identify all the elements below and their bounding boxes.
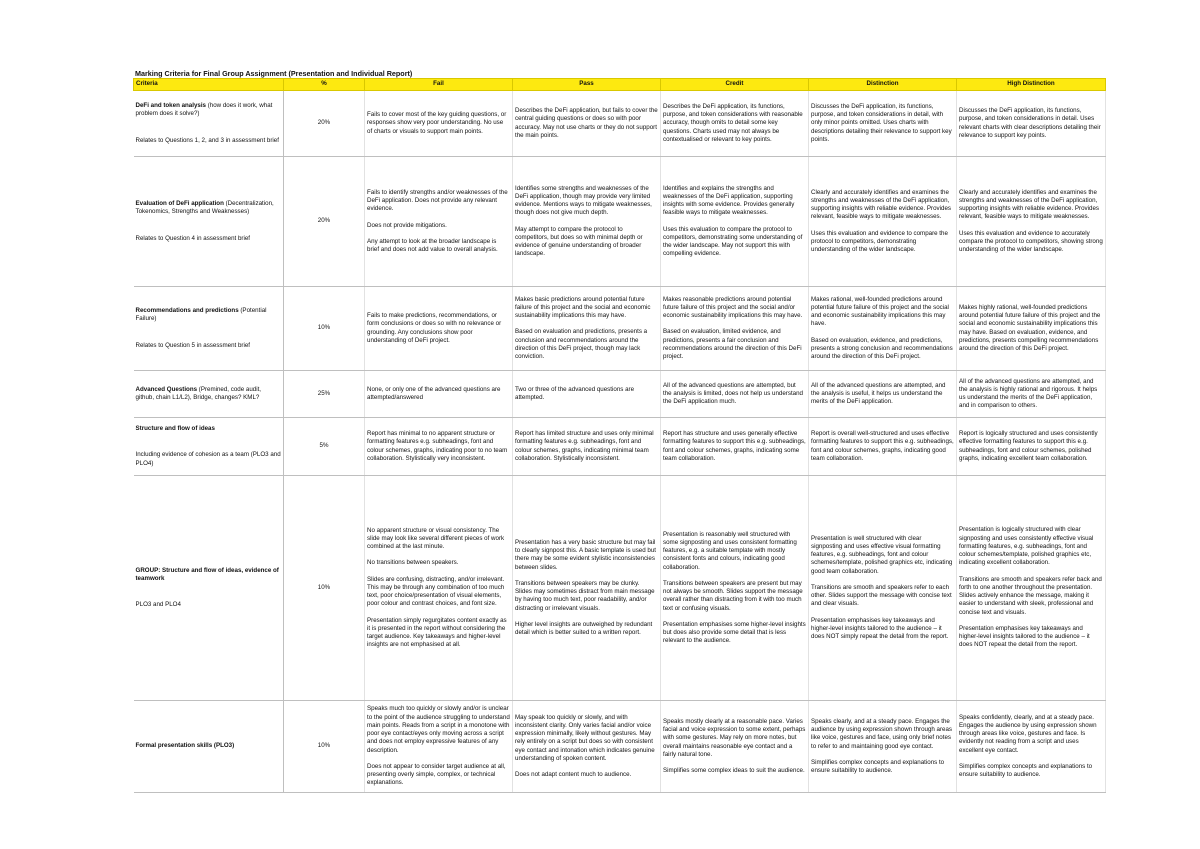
fail-cell — [365, 476, 513, 701]
criteria-cell — [134, 287, 284, 371]
header-pass: Pass — [513, 79, 661, 91]
criteria-cell — [134, 157, 284, 287]
criteria-cell — [134, 371, 284, 418]
hd-cell — [957, 91, 1106, 157]
table-row — [134, 91, 1106, 157]
criteria-text — [136, 386, 282, 403]
pass-cell — [513, 701, 661, 793]
hd-descriptor: Report is logically structured and uses consistently effective formatting features to support this e.g. subheadings, font and colour schemes, polished graphs, indicating excellent team collaboration. — [959, 430, 1098, 462]
distinction-descriptor: Based on evaluation, evidence, and predictions, presents a strong conclusion and recommendations around the direction of this DeFi project. — [811, 336, 953, 361]
criteria-detail: (Decentralization, Tokenomics, Strengths and Weaknesses) — [135, 200, 274, 216]
fail-descriptor: Speaks much too quickly or slowly and/or is unclear to the point of the audience struggling to understand main points. Reads from a script in a monotone with poor eye contact/eyes only moving across a script and does not employ expressive features of any description. — [367, 705, 510, 754]
weight-cell: 10% — [284, 701, 365, 793]
weight-cell: 20% — [284, 157, 365, 287]
weight-cell: 10% — [284, 476, 365, 701]
pass-descriptor: Identifies some strengths and weaknesses of the DeFi application, though may provide very limited evidence. Mentions ways to mitigate weaknesses, though does not give much depth. — [515, 184, 652, 217]
criteria-detail: (Premined, code audit, github, chain L1/L2), Bridge, changes? KML? — [135, 385, 262, 401]
hd-cell — [957, 701, 1106, 793]
criteria-detail: Relates to Questions 1, 2, and 3 in assessment brief — [135, 136, 279, 144]
weight-cell: 5% — [284, 418, 365, 476]
criteria-text — [136, 425, 282, 433]
criteria-title: Recommendations and predictions — [135, 307, 239, 315]
hd-descriptor: Simplifies complex concepts and explanations to ensure suitability to audience. — [959, 762, 1093, 779]
header-high-distinction: High Distinction — [957, 79, 1106, 91]
criteria-text — [136, 742, 282, 750]
pass-descriptor: Describes the DeFi application, but fails to cover the central guiding questions or does so with poor accuracy. May not use charts or they do not support the main points. — [515, 107, 658, 139]
distinction-cell — [809, 701, 957, 793]
pass-descriptor: Presentation has a very basic structure but may fail to clearly signpost this. A basic template is used but there may be some evident stylistic inconsistencies between slides. — [515, 538, 657, 571]
credit-cell — [661, 287, 809, 371]
credit-cell — [661, 371, 809, 418]
table-row — [134, 371, 1106, 418]
criteria-detail: Relates to Question 5 in assessment brief — [135, 341, 251, 349]
pass-descriptor: Does not adapt content much to audience. — [515, 771, 632, 779]
hd-cell — [957, 418, 1106, 476]
credit-descriptor: Describes the DeFi application, its functions, purpose, and token considerations with reasonable accuracy, though omits to detail some key questions. Charts used may not always be contextualised or relevant to key points. — [663, 102, 803, 143]
credit-cell — [661, 157, 809, 287]
credit-descriptor: Simplifies some complex ideas to suit the audience. — [663, 767, 805, 774]
credit-descriptor: Presentation emphasises some higher-level insights but does also provide some detail that is less relevant to the audience. — [663, 620, 806, 645]
credit-descriptor: Based on evaluation, limited evidence, and predictions, presents a fair conclusion and recommendations around the direction of this DeFi project. — [663, 328, 802, 361]
table-row — [134, 157, 1106, 287]
hd-descriptor: Uses this evaluation and evidence to accurately compare the protocol to competitors, showing strong understanding of the wider landscape. — [959, 229, 1103, 254]
distinction-descriptor: Transitions are smooth and speakers refer to each other. Slides support the message with concise text and clear visuals. — [811, 583, 952, 608]
hd-descriptor: All of the advanced questions are attempted, and the analysis is highly rational and rigorous. It helps us understand the merits of the DeFi application, and in comparison to others. — [959, 377, 1098, 410]
credit-descriptor: Speaks mostly clearly at a reasonable pace. Varies facial and voice expression to some extent, perhaps with some gestures. May rely on more notes, but overall maintains reasonable eye contact and a fairly natural tone. — [663, 717, 806, 758]
criteria-text — [136, 601, 282, 609]
fail-descriptor: Presentation simply regurgitates content exactly as it is presented in the report without considering the target audience. Key takeaways and higher-level insights are not emphasised at all. — [367, 616, 507, 649]
fail-cell — [365, 91, 513, 157]
table-body — [134, 91, 1106, 793]
criteria-cell — [134, 91, 284, 157]
fail-descriptor: Does not appear to consider target audience at all, presenting overly simple, complex, or technical explanations. — [367, 762, 506, 787]
table-row — [134, 476, 1106, 701]
credit-descriptor: Report has structure and uses generally effective formatting features to support this e.g. subheadings, font and colour schemes, graphs, indicating some team collaboration. — [663, 430, 806, 462]
table-row — [134, 418, 1106, 476]
pass-cell — [513, 418, 661, 476]
distinction-cell — [809, 287, 957, 371]
hd-descriptor: Clearly and accurately identifies and examines the strengths and weaknesses of the DeFi application, supporting insights with reliable evidence. Provides relevant, feasible ways to mitigate weaknesses. — [959, 188, 1099, 221]
fail-cell — [365, 418, 513, 476]
fail-descriptor: None, or only one of the advanced questions are attempted/answered — [367, 385, 501, 401]
fail-descriptor: Does not provide mitigations. — [367, 221, 447, 229]
credit-descriptor: Transitions between speakers are present but may not always be smooth. Slides support the message overall rather than distracting from it with too much text or confusing visuals. — [663, 579, 803, 612]
distinction-cell — [809, 91, 957, 157]
fail-descriptor: Fails to make predictions, recommendations, or form conclusions or does so with no relevance or grounding. Any conclusions show poor understanding of DeFi project. — [367, 312, 502, 344]
fail-descriptor: Report has minimal to no apparent structure or formatting features e.g. subheadings, font and colour schemes, graphs, indicating poor to no team collaboration. Stylistically very inconsistent. — [367, 430, 508, 462]
distinction-descriptor: All of the advanced questions are attempted, and the analysis is useful, it helps us understand the merits of the DeFi application. — [811, 381, 946, 406]
distinction-descriptor: Simplifies complex concepts and explanations to ensure suitability to audience. — [811, 758, 945, 774]
credit-descriptor: Identifies and explains the strengths and weaknesses of the DeFi application, supporting insights with some evidence. Provides generally feasible ways to mitigate weaknesses. — [663, 184, 795, 217]
header-criteria: Criteria — [134, 79, 284, 91]
criteria-text — [136, 567, 282, 584]
fail-cell — [365, 287, 513, 371]
distinction-descriptor: Presentation is well structured with clear signposting and uses effective visual formatting features, e.g. subheadings, font and colour schemes/template, polished graphics etc, indicating good team collaboration. — [811, 534, 953, 575]
weight-cell: 10% — [284, 287, 365, 371]
pass-cell — [513, 476, 661, 701]
distinction-descriptor: Uses this evaluation and evidence to compare the protocol to competitors, demonstrating understanding of the wider landscape. — [811, 229, 948, 254]
criteria-detail: (how does it work, what problem does it solve?) — [135, 102, 273, 118]
criteria-text — [136, 342, 282, 350]
pass-descriptor: Report has limited structure and uses only minimal formatting features e.g. subheadings, font and colour schemes, graphs, indicating minimal team collaboration. Stylistically inconsistent. — [515, 430, 654, 462]
pass-descriptor: May speak too quickly or slowly, and with inconsistent clarity. Only varies facial and/or voice expression minimally, likely without gestures. May rely entirely on a script but does so with consistent eye contact and intonation which indicates genuine understanding of spoken content. — [515, 713, 655, 762]
header-percent: % — [284, 79, 365, 91]
pass-cell — [513, 157, 661, 287]
table-row — [134, 287, 1106, 371]
criteria-cell — [134, 418, 284, 476]
fail-descriptor: No transitions between speakers. — [367, 559, 459, 567]
hd-descriptor: Transitions are smooth and speakers refer back and forth to one another throughout the presentation. Slides actively enhance the message, making it easier to understand with sleek, professional and concise text and visuals. — [959, 575, 1102, 616]
hd-descriptor: Makes highly rational, well-founded predictions around potential future failure of this project and the social and economic sustainability implications this may have. Based on evaluation, evidence, and predictions, presents compelling recommendations around the direction of this DeFi project. — [959, 303, 1101, 352]
criteria-detail: Including evidence of cohesion as a team (PLO3 and PLO4) — [135, 451, 281, 467]
header-credit: Credit — [661, 79, 809, 91]
criteria-text — [136, 137, 282, 145]
fail-descriptor: No apparent structure or visual consistency. The slide may look like several different pieces of work combined at the last minute. — [367, 526, 505, 550]
fail-cell — [365, 701, 513, 793]
pass-descriptor: May attempt to compare the protocol to competitors, but does so with minimal depth or evidence of genuine understanding of broader landscape. — [515, 225, 643, 258]
hd-cell — [957, 287, 1106, 371]
criteria-title: Formal presentation skills (PLO3) — [135, 742, 235, 750]
hd-cell — [957, 476, 1106, 701]
hd-descriptor: Discusses the DeFi application, its functions, purpose, and token considerations in detail. Uses relevant charts with clear descriptions detailing their relevance to support key points. — [959, 107, 1101, 139]
pass-descriptor: Two or three of the advanced questions are attempted. — [515, 385, 635, 401]
distinction-descriptor: Report is overall well-structured and uses effective formatting features to support this e.g. subheadings, font and colour schemes, graphs, indicating good team collaboration. — [811, 430, 954, 462]
criteria-text — [136, 307, 282, 324]
criteria-text — [136, 102, 282, 119]
table-row — [134, 701, 1106, 793]
weight-cell: 20% — [284, 91, 365, 157]
criteria-detail: (Potential Failure) — [135, 307, 267, 323]
fail-descriptor: Slides are confusing, distracting, and/or irrelevant. This may be through any combination of too much text, poor choice/presentation of visual elements, poor colour and contrast choices, and font size. — [367, 575, 505, 608]
fail-cell — [365, 157, 513, 287]
criteria-text — [136, 200, 282, 217]
criteria-title: GROUP: Structure and flow of ideas, evidence of teamwork — [135, 566, 279, 582]
distinction-cell — [809, 157, 957, 287]
pass-descriptor: Higher level insights are outweighed by redundant detail which is better suited to a written report. — [515, 620, 653, 636]
criteria-title: DeFi and token analysis — [135, 102, 206, 110]
distinction-cell — [809, 476, 957, 701]
criteria-text — [136, 451, 282, 468]
fail-descriptor: Fails to identify strengths and/or weaknesses of the DeFi application. Does not provide any relevant evidence. — [367, 188, 508, 213]
fail-descriptor: Fails to cover most of the key guiding questions, or responses show very poor understanding. No use of charts or visuals to support main points. — [367, 111, 507, 135]
hd-descriptor: Presentation is logically structured with clear signposting and uses consistently effective visual formatting features, e.g. subheadings, font and colour schemes/template, polished graphics etc, indicating excellent collaboration. — [959, 526, 1094, 567]
pass-cell — [513, 91, 661, 157]
distinction-descriptor: Speaks clearly, and at a steady pace. Engages the audience by using expression shown through areas like voice, gestures and face, using only brief notes to refer to and maintaining good eye contact. — [811, 717, 953, 750]
credit-cell — [661, 476, 809, 701]
criteria-cell — [134, 701, 284, 793]
criteria-cell — [134, 476, 284, 701]
pass-descriptor: Transitions between speakers may be clunky. Slides may sometimes distract from main message by having too much text, poor readability, and/or distracting or irrelevant visuals. — [515, 579, 655, 612]
criteria-text — [136, 235, 282, 243]
header-row — [134, 79, 1106, 91]
weight-cell: 25% — [284, 371, 365, 418]
distinction-descriptor: Makes rational, well-founded predictions around potential future failure of this project and the social and economic sustainability implications this may have. — [811, 295, 949, 328]
credit-cell — [661, 418, 809, 476]
credit-descriptor: Uses this evaluation to compare the protocol to competitors, demonstrating some understanding of the wider landscape. May not support this with compelling evidence. — [663, 225, 803, 258]
fail-descriptor: Any attempt to look at the broader landscape is brief and does not add value to overall analysis. — [367, 237, 498, 253]
distinction-descriptor: Clearly and accurately identifies and examines the strengths and weaknesses of the DeFi application, supporting insights with reliable evidence. Provides relevant, feasible ways to mitigate weaknesses. — [811, 188, 951, 221]
distinction-cell — [809, 371, 957, 418]
hd-descriptor: Presentation emphasises key takeaways and higher-level insights tailored to the audience – it does NOT repeat the detail from the report. — [959, 624, 1090, 649]
pass-cell — [513, 371, 661, 418]
hd-descriptor: Speaks confidently, clearly, and at a steady pace. Engages the audience by using expression shown through areas like voice, gestures and face. Is evidently not reading from a script and uses excellent eye contact. — [959, 713, 1097, 754]
credit-descriptor: All of the advanced questions are attempted, but the analysis is limited, does not help us understand the DeFi application much. — [663, 381, 803, 406]
credit-descriptor: Presentation is reasonably well structured with some signposting and uses consistent formatting features, e.g. a suitable template with mostly consistent fonts and colours, indicating good collaboration. — [663, 530, 797, 571]
pass-descriptor: Makes basic predictions around potential future failure of this project and the social and economic sustainability implications this may have. — [515, 295, 651, 320]
criteria-title: Structure and flow of ideas — [135, 425, 215, 433]
pass-cell — [513, 287, 661, 371]
credit-cell — [661, 701, 809, 793]
marking-criteria-table — [133, 78, 1106, 793]
criteria-detail: PLO3 and PLO4 — [135, 601, 181, 609]
header-fail: Fail — [365, 79, 513, 91]
criteria-title: Evaluation of DeFi application — [135, 200, 224, 208]
hd-cell — [957, 157, 1106, 287]
fail-cell — [365, 371, 513, 418]
distinction-descriptor: Presentation emphasises key takeaways and higher-level insights tailored to the audience – it does NOT simply repeat the detail from the report. — [811, 616, 949, 641]
criteria-detail: Relates to Question 4 in assessment brief — [135, 234, 251, 242]
criteria-title: Advanced Questions — [135, 385, 198, 393]
distinction-descriptor: Discusses the DeFi application, its functions, purpose, and token considerations in detail, with only minor points omitted. Uses charts with descriptions detailing their relevance to support key points. — [811, 102, 952, 143]
header-distinction: Distinction — [809, 79, 957, 91]
distinction-cell — [809, 418, 957, 476]
credit-cell — [661, 91, 809, 157]
hd-cell — [957, 371, 1106, 418]
pass-descriptor: Based on evaluation and predictions, presents a conclusion and recommendations around the direction of this DeFi project, though may lack conviction. — [515, 328, 648, 361]
credit-descriptor: Makes reasonable predictions around potential future failure of this project and the social and/or economic sustainability implications this may have. — [663, 295, 803, 320]
document-title: Marking Criteria for Final Group Assignment (Presentation and Individual Report) — [135, 69, 413, 78]
